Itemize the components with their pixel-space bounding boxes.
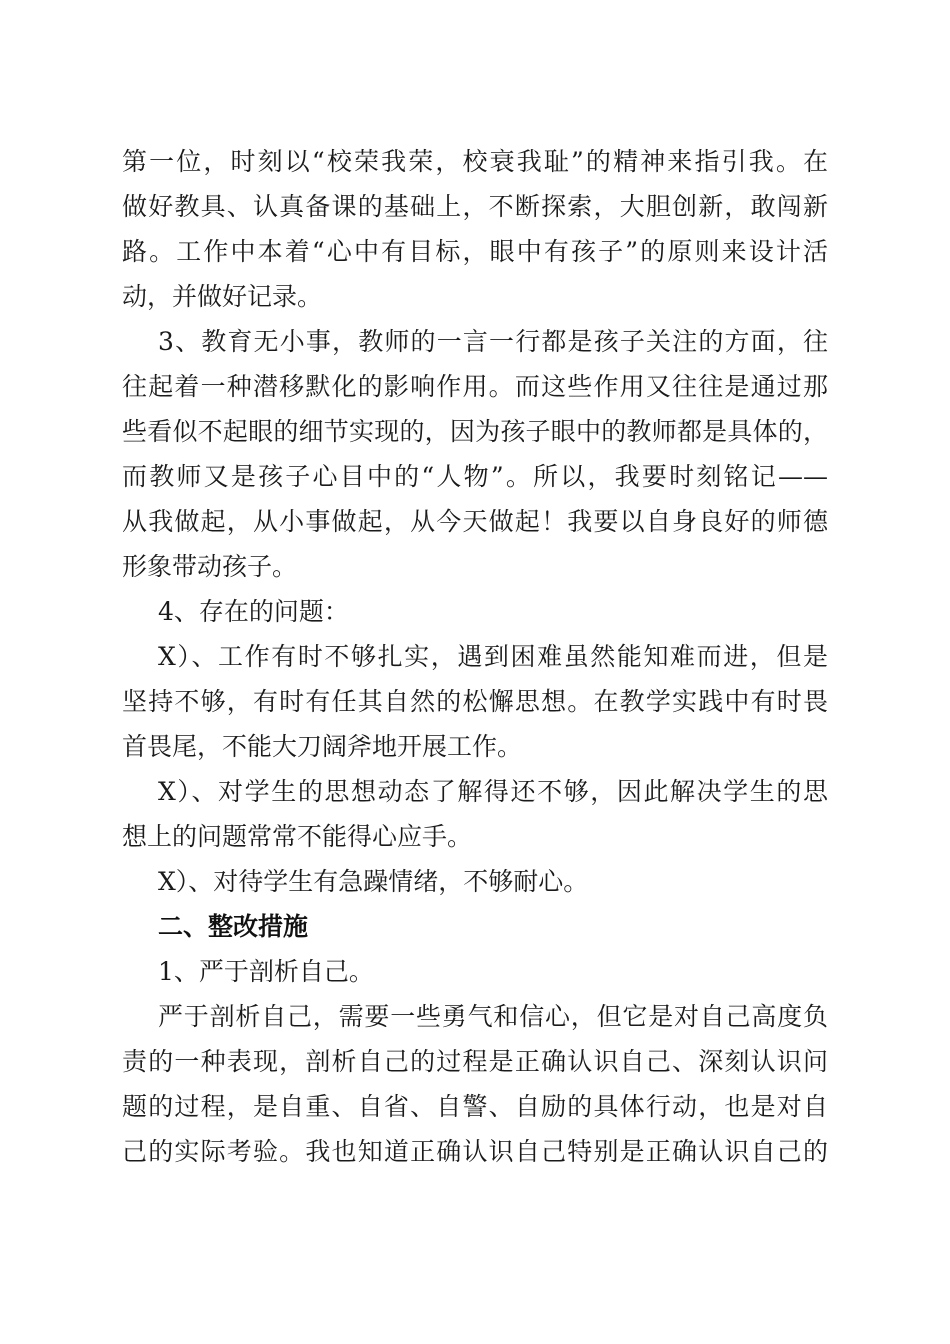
paragraph-line: X）、对待学生有急躁情绪，不够耐心。 — [158, 867, 589, 896]
paragraph-line: 第一位，时刻以“校荣我荣，校衰我耻”的精神来指引我。在 — [122, 147, 828, 176]
paragraph-line: 做好教具、认真备课的基础上，不断探索，大胆创新，敢闯新 — [122, 192, 828, 221]
paragraph-line: X）、对学生的思想动态了解得还不够，因此解决学生的思 — [158, 777, 828, 806]
paragraph-line: 坚持不够，有时有任其自然的松懈思想。在教学实践中有时畏 — [122, 687, 828, 716]
paragraph-line: 路。工作中本着“心中有目标，眼中有孩子”的原则来设计活 — [122, 237, 828, 266]
paragraph-line: 从我做起，从小事做起，从今天做起！我要以自身良好的师德 — [122, 507, 828, 536]
section-subheading: 4、存在的问题： — [158, 597, 349, 626]
paragraph-line: 严于剖析自己，需要一些勇气和信心，但它是对自己高度负 — [158, 1002, 828, 1031]
paragraph-line: 形象带动孩子。 — [122, 552, 298, 581]
paragraph-line: 己的实际考验。我也知道正确认识自己特别是正确认识自己的 — [122, 1137, 828, 1166]
paragraph-line: 3、教育无小事，教师的一言一行都是孩子关注的方面，往 — [158, 327, 828, 356]
section-subheading: 1、严于剖析自己。 — [158, 957, 374, 986]
paragraph-line: 首畏尾，不能大刀阔斧地开展工作。 — [122, 732, 523, 761]
paragraph-line: 些看似不起眼的细节实现的，因为孩子眼中的教师都是具体的， — [122, 417, 828, 446]
paragraph-line: 往起着一种潜移默化的影响作用。而这些作用又往往是通过那 — [122, 372, 828, 401]
paragraph-line: 而教师又是孩子心目中的“人物”。所以，我要时刻铭记—— — [122, 462, 828, 491]
section-heading: 二、整改措施 — [158, 912, 309, 941]
paragraph-line: 题的过程，是自重、自省、自警、自励的具体行动，也是对自 — [122, 1092, 828, 1121]
paragraph-line: X）、工作有时不够扎实，遇到困难虽然能知难而进，但是 — [158, 642, 828, 671]
paragraph-line: 想上的问题常常不能得心应手。 — [122, 822, 473, 851]
paragraph-line: 责的一种表现，剖析自己的过程是正确认识自己、深刻认识问 — [122, 1047, 828, 1076]
paragraph-line: 动，并做好记录。 — [122, 282, 323, 311]
